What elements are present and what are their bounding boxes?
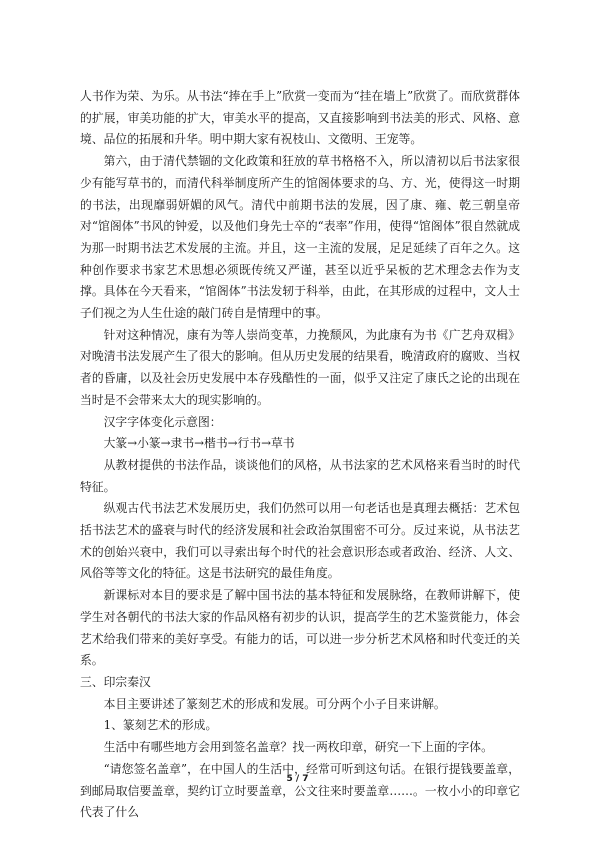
paragraph: 针对这种情况，康有为等人崇尚变革，力挽颓风，为此康有为书《广艺舟双楫》对晚清书法发展产生了很大的影响。但从历史发展的结果看，晚清政府的腐败、当权者的昏庸，以及社会历史发展中本存残酷性的一面，似乎又注定了康氏之论的出现在当时是不会带来太大的现实影响的。 — [80, 327, 520, 407]
body-text — [80, 86, 520, 824]
paragraph: 新课标对本目的要求是了解中国书法的基本特征和发展脉络，在教师讲解下，使学生对各朝代的书法大家的作品风格有初步的认识，提高学生的艺术鉴赏能力，体会艺术给我们带来的美好享受。有能力的话，可以进一步分析艺术风格和时代变迁的关系。 — [80, 588, 520, 668]
paragraph: 大篆→小篆→隶书→楷书→行书→草书 — [103, 436, 295, 451]
paragraph: 第六，由于清代禁锢的文化政策和狂放的草书格格不入，所以清初以后书法家很少有能写草书的，而清代科举制度所产生的馆阁体要求的乌、方、光，使得这一时期的书法，出现靡弱妍媚的风气。清代中前期书法的发展，因了康、雍、乾三朝皇帝对“馆阁体”书风的钟爱，以及他们身先士卒的“表率”作用，使得“馆阁体”很自然就成为那一时期书法艺术发展的主流。并且，这一主流的发展，足足延续了百年之久。这种创作要求书家艺术思想必须既传统又严谨，甚至以近乎呆板的艺术理念去作为支撑。具体在今天看来，“馆阁体”书法发轫于科举，由此，在其形成的过程中，文人士子们视之为人生仕途的敲门砖自是情理中的事。 — [80, 154, 520, 321]
paragraph: 人书作为荣、为乐。从书法“捧在手上”欣赏一变而为“挂在墙上”欣赏了。而欣赏群体的扩展，审美功能的扩大，审美水平的提高，又直接影响到书法美的形式、风格、意境、品位的拓展和升华。明中期大家有祝枝山、文徵明、王宠等。 — [80, 89, 520, 147]
paragraph: 汉字字体变化示意图： — [103, 414, 222, 429]
paragraph: 生活中有哪些地方会用到签名盖章？找一两枚印章，研究一下上面的字体。 — [103, 740, 493, 755]
paragraph: 1、篆刻艺术的形成。 — [103, 718, 218, 733]
paragraph: 从教材提供的书法作品，谈谈他们的风格，从书法家的艺术风格来看当时的时代特征。 — [80, 457, 520, 494]
paragraph: “请您签名盖章”，在中国人的生活中，经常可听到这句话。在银行提钱要盖章，到邮局取信要盖章，契约订立时要盖章，公文往来时要盖章……。一枚小小的印章它代表了什么 — [80, 761, 520, 820]
page-number: 5 / 7 — [286, 774, 309, 784]
paragraph: 三、印宗秦汉 — [80, 674, 151, 689]
paragraph: 本目主要讲述了篆刻艺术的形成和发展。可分两个小子目来讲解。 — [103, 696, 446, 711]
paragraph: 纵观古代书法艺术发展历史，我们仍然可以用一句老话也是真理去概括：艺术包括书法艺术的盛衰与时代的经济发展和社会政治氛围密不可分。反过来说，从书法艺术的创始兴衰中，我们可以寻索出每个时代的社会意识形态或者政治、经济、人文、风俗等等文化的特征。这是书法研究的最佳角度。 — [80, 501, 520, 581]
